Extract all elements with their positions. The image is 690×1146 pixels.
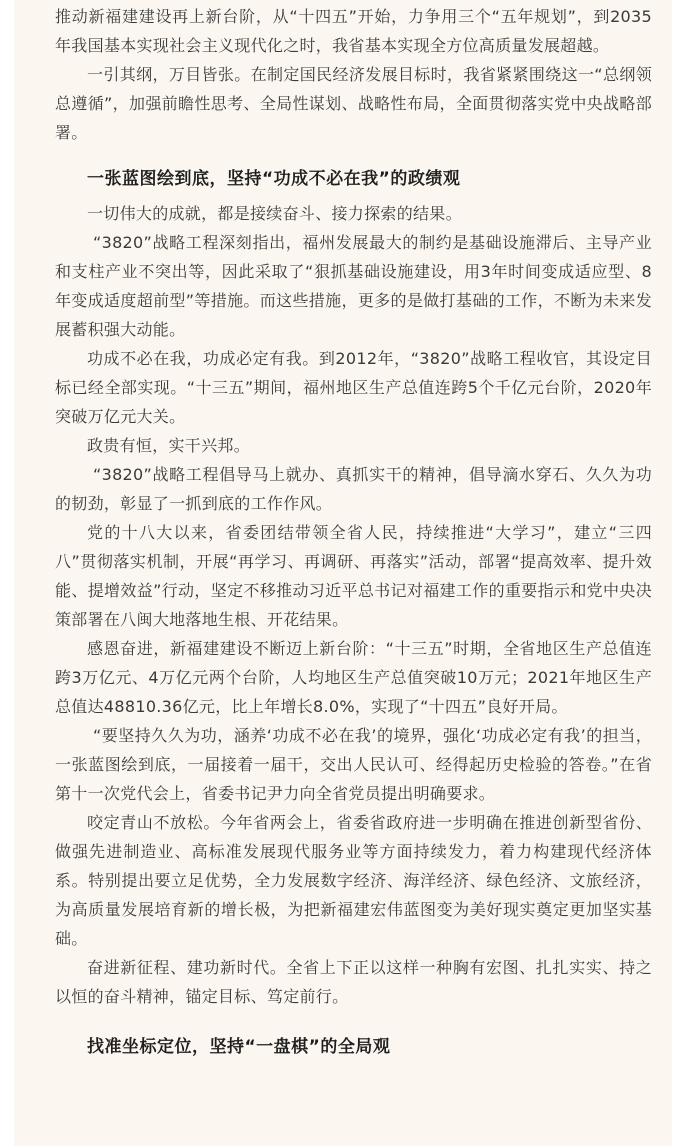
paragraph: 功成不必在我，功成必定有我。到2012年，“3820”战略工程收官，其设定目标已经全部实现。“十三五”期间，福州地区生产总值连跨5个千亿元台阶，2020年突破万亿元大关。 <box>55 349 652 426</box>
paragraph: 感恩奋进，新福建建设不断迈上新台阶：“十三五”时期，全省地区生产总值连跨3万亿元、4万亿元两个台阶，人均地区生产总值突破10万元；2021年地区生产总值达48810.36亿元，比上年增长8.0%，实现了“十四五”良好开局。 <box>55 639 652 716</box>
paragraph: “3820”战略工程深刻指出，福州发展最大的制约是基础设施滞后、主导产业和支柱产业不突出等，因此采取了“狠抓基础设施建设，用3年时间变成适应型、8年变成适度超前型”等措施。而这些措施，更多的是做打基础的工作，不断为未来发展蓄积强大动能。 <box>55 233 652 339</box>
paragraph: 推动新福建建设再上新台阶，从“十四五”开始，力争用三个“五年规划”，到2035年我国基本实现社会主义现代化之时，我省基本实现全方位高质量发展超越。 <box>55 7 652 55</box>
paragraph: 政贵有恒，实干兴邦。 <box>87 436 251 455</box>
paragraph: 咬定青山不放松。今年省两会上，省委省政府进一步明确在推进创新型省份、做强先进制造业、高标准发展现代服务业等方面持续发力，着力构建现代经济体系。特别提出要立足优势，全力发展数字经济、海洋经济、绿色经济、文旅经济，为高质量发展培育新的增长极，为把新福建宏伟蓝图变为美好现实奠定更加坚实基础。 <box>55 813 652 948</box>
paragraph: 党的十八大以来，省委团结带领全省人民，持续推进“大学习”，建立“三四八”贯彻落实机制，开展“再学习、再调研、再落实”活动，部署“提高效率、提升效能、提增效益”行动，坚定不移推动习近平总书记对福建工作的重要指示和党中央决策部署在八闽大地落地生根、开花结果。 <box>55 523 652 629</box>
paragraph: 奋进新征程、建功新时代。全省上下正以这样一种胸有宏图、扎扎实实、持之以恒的奋斗精神，锚定目标、笃定前行。 <box>55 958 652 1006</box>
section-heading: 一张蓝图绘到底，坚持“功成不必在我”的政绩观 <box>87 169 461 189</box>
paragraph: “要坚持久久为功，涵养‘功成不必在我’的境界，强化‘功成必定有我’的担当，一张蓝图绘到底，一届接着一届干，交出人民认可、经得起历史检验的答卷。”在省第十一次党代会上，省委书记尹力向全省党员提出明确要求。 <box>55 726 652 803</box>
paragraph: 一切伟大的成就，都是接续奋斗、接力探索的结果。 <box>87 204 462 223</box>
article-body <box>14 0 672 1146</box>
paragraph: “3820”战略工程倡导马上就办、真抓实干的精神，倡导滴水穿石、久久为功的韧劲，彰显了一抓到底的工作作风。 <box>55 465 652 513</box>
section-heading: 找准坐标定位，坚持“一盘棋”的全局观 <box>87 1037 391 1057</box>
paragraph: 一引其纲，万目皆张。在制定国民经济发展目标时，我省紧紧围绕这一“总纲领总遵循”，加强前瞻性思考、全局性谋划、战略性布局，全面贯彻落实党中央战略部署。 <box>55 65 652 142</box>
